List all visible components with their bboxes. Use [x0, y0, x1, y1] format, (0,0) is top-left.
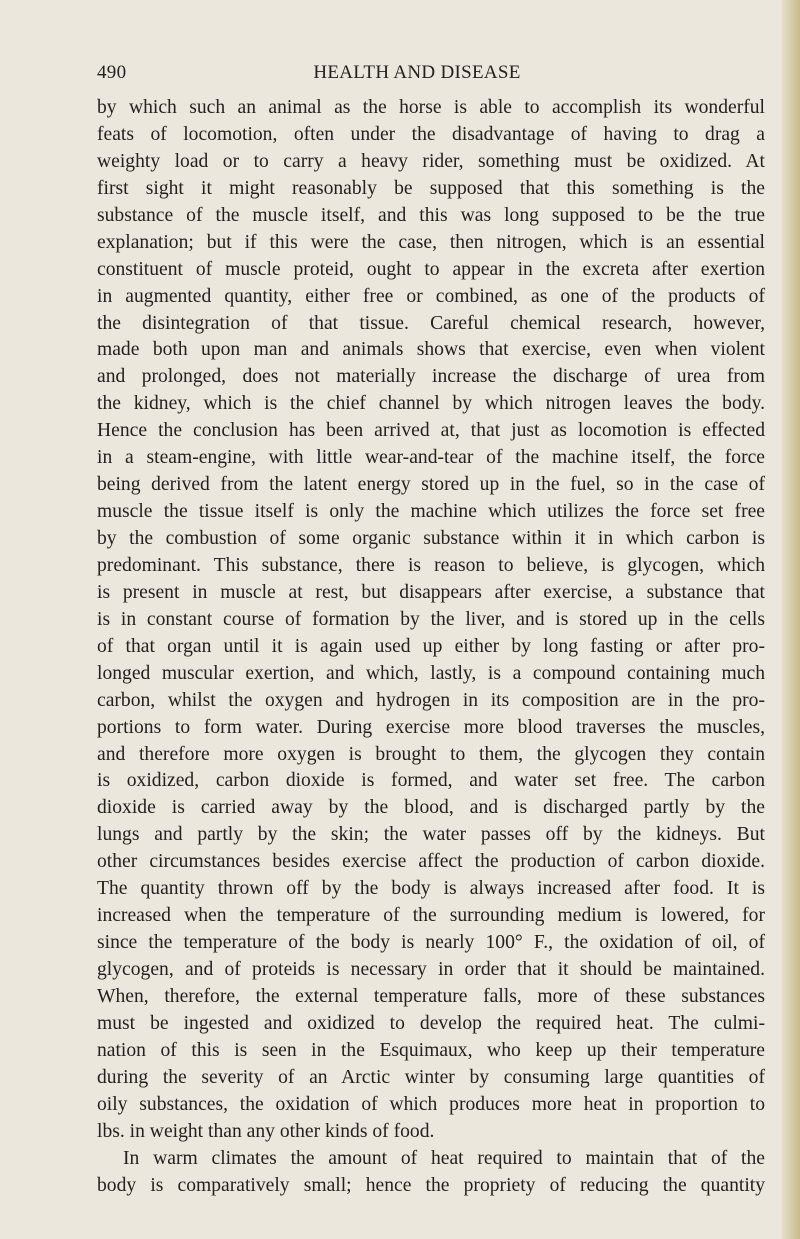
text-line: explanation; but if this were the case, then nitrogen, which is an essential — [97, 231, 765, 253]
text-line: the kidney, which is the chief channel by which nitrogen leaves the body. — [97, 393, 765, 415]
text-line: since the temperature of the body is nearly 100° F., the oxidation of oil, of — [97, 932, 765, 954]
text-line: predominant. This substance, there is reason to believe, is glycogen, which — [97, 554, 765, 576]
text-line: increased when the temperature of the surrounding medium is lowered, for — [97, 905, 765, 927]
text-line: and therefore more oxygen is brought to them, the glycogen they contain — [97, 743, 765, 765]
text-line: feats of locomotion, often under the disadvantage of having to drag a — [97, 123, 765, 145]
text-line: made both upon man and animals shows that exercise, even when violent — [97, 339, 765, 361]
text-line: must be ingested and oxidized to develop the required heat. The culmi- — [97, 1012, 765, 1034]
text-line: nation of this is seen in the Esquimaux, who keep up their temperature — [97, 1039, 765, 1061]
text-line: by which such an animal as the horse is able to accomplish its wonderful — [97, 97, 765, 118]
text-line: oily substances, the oxidation of which produces more heat in proportion to — [97, 1093, 765, 1115]
text-line: When, therefore, the external temperature falls, more of these substances — [97, 985, 765, 1007]
text-line: The quantity thrown off by the body is always increased after food. It is — [97, 878, 765, 900]
page-edge-shadow — [782, 0, 800, 1239]
paragraph-end-line: lbs. in weight than any other kinds of food. — [97, 1120, 435, 1142]
text-line: is in constant course of formation by the liver, and is stored up in the cells — [97, 608, 765, 630]
page-number: 490 — [97, 62, 127, 83]
text-line: carbon, whilst the oxygen and hydrogen in its composition are in the pro- — [97, 689, 765, 711]
text-line: in augmented quantity, either free or combined, as one of the products of — [97, 285, 765, 307]
text-line: is present in muscle at rest, but disappears after exercise, a substance that — [97, 581, 765, 603]
text-line: portions to form water. During exercise more blood traverses the muscles, — [97, 716, 765, 738]
text-line: muscle the tissue itself is only the machine which utilizes the force set free — [97, 501, 765, 523]
text-line: being derived from the latent energy stored up in the fuel, so in the case of — [97, 474, 765, 496]
text-line: other circumstances besides exercise affect the production of carbon dioxide. — [97, 851, 765, 873]
text-line: lungs and partly by the skin; the water passes off by the kidneys. But — [97, 824, 765, 846]
text-line: longed muscular exertion, and which, lastly, is a compound containing much — [97, 662, 765, 684]
text-line: dioxide is carried away by the blood, and is discharged partly by the — [97, 797, 765, 819]
text-line: first sight it might reasonably be supposed that this something is the — [97, 177, 765, 199]
text-line: by the combustion of some organic substance within it in which carbon is — [97, 528, 765, 549]
paragraph-start-line: In warm climates the amount of heat required to maintain that of the — [123, 1147, 765, 1169]
text-line: glycogen, and of proteids is necessary in order that it should be maintained. — [97, 959, 765, 980]
text-line: and prolonged, does not materially increase the discharge of urea from — [97, 366, 765, 388]
text-line: body is comparatively small; hence the propriety of reducing the quantity — [97, 1174, 765, 1196]
text-line: of that organ until it is again used up either by long fasting or after pro- — [97, 635, 765, 657]
text-line: substance of the muscle itself, and this was long supposed to be the true — [97, 204, 765, 226]
text-line: during the severity of an Arctic winter by consuming large quantities of — [97, 1066, 765, 1088]
running-title: HEALTH AND DISEASE — [313, 62, 521, 83]
text-line: in a steam-engine, with little wear-and-tear of the machine itself, the force — [97, 447, 765, 469]
body-text — [97, 95, 765, 1199]
text-line: constituent of muscle proteid, ought to appear in the excreta after exertion — [97, 258, 765, 280]
text-line: Hence the conclusion has been arrived at, that just as locomotion is effected — [97, 420, 765, 442]
text-line: is oxidized, carbon dioxide is formed, and water set free. The carbon — [97, 770, 765, 792]
text-line: the disintegration of that tissue. Careful chemical research, however, — [97, 312, 765, 334]
text-line: weighty load or to carry a heavy rider, something must be oxidized. At — [97, 150, 765, 172]
running-head — [97, 62, 737, 88]
